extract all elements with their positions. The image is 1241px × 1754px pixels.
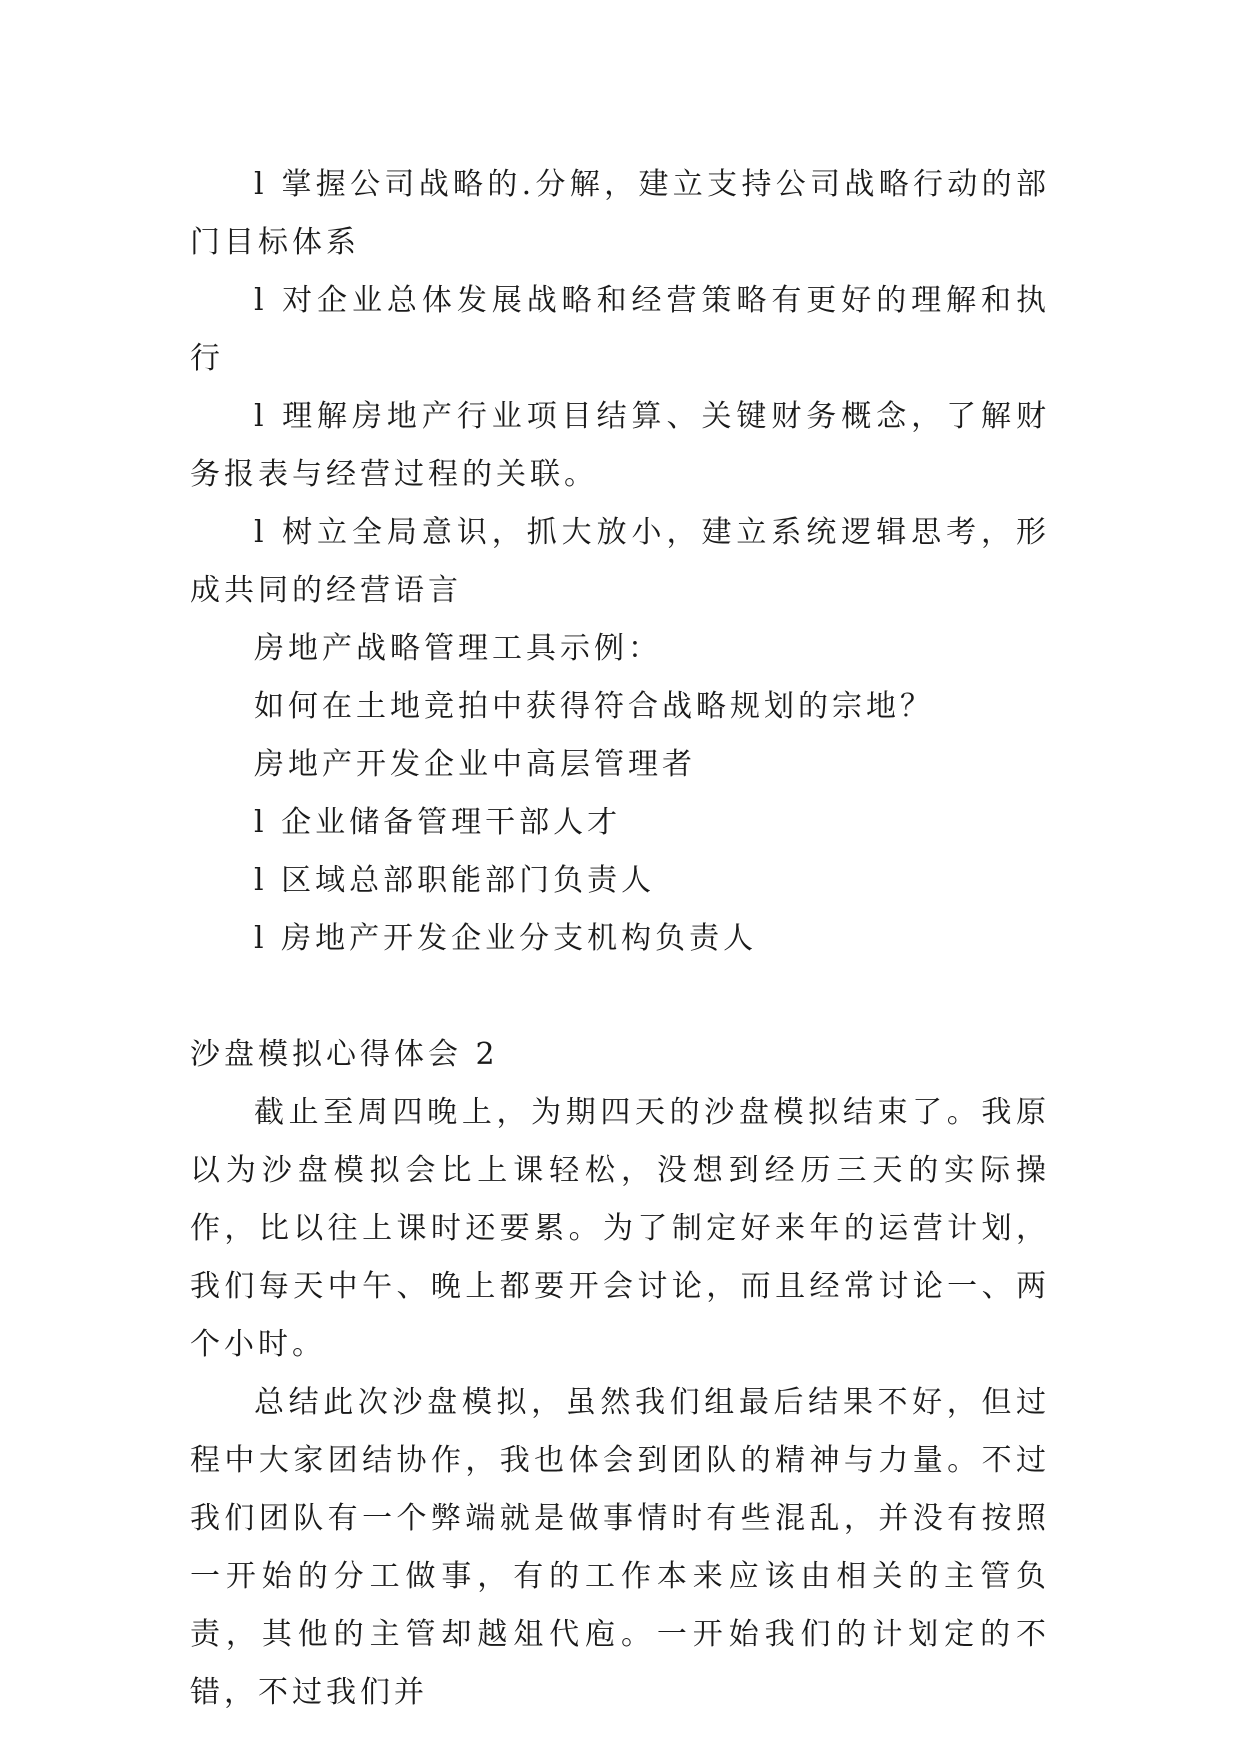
- paragraph: l 对企业总体发展战略和经营策略有更好的理解和执行: [190, 283, 1050, 376]
- section-title: 沙盘模拟心得体会 2: [190, 1037, 499, 1072]
- paragraph: l 树立全局意识，抓大放小，建立系统逻辑思考，形成共同的经营语言: [190, 515, 1050, 608]
- paragraph: 房地产战略管理工具示例：: [254, 631, 662, 666]
- paragraph: 房地产开发企业中高层管理者: [254, 747, 696, 782]
- paragraph: l 掌握公司战略的.分解，建立支持公司战略行动的部门目标体系: [190, 167, 1050, 260]
- paragraph: l 企业储备管理干部人才: [254, 805, 622, 840]
- paragraph: 截止至周四晚上，为期四天的沙盘模拟结束了。我原以为沙盘模拟会比上课轻松，没想到经历三天的实际操作，比以往上课时还要累。为了制定好来年的运营计划，我们每天中午、晚上都要开会讨论，而且经常讨论一、两个小时。: [190, 1095, 1050, 1362]
- paragraph: l 房地产开发企业分支机构负责人: [254, 921, 758, 956]
- paragraph: l 区域总部职能部门负责人: [254, 863, 656, 898]
- paragraph: l 理解房地产行业项目结算、关键财务概念，了解财务报表与经营过程的关联。: [190, 399, 1050, 492]
- paragraph: 总结此次沙盘模拟，虽然我们组最后结果不好，但过程中大家团结协作，我也体会到团队的精神与力量。不过我们团队有一个弊端就是做事情时有些混乱，并没有按照一开始的分工做事，有的工作本来应该由相关的主管负责，其他的主管却越俎代庖。一开始我们的计划定的不错，不过我们并: [190, 1385, 1050, 1710]
- document-body: [190, 156, 1050, 1722]
- paragraph: 如何在土地竞拍中获得符合战略规划的宗地？: [254, 689, 934, 724]
